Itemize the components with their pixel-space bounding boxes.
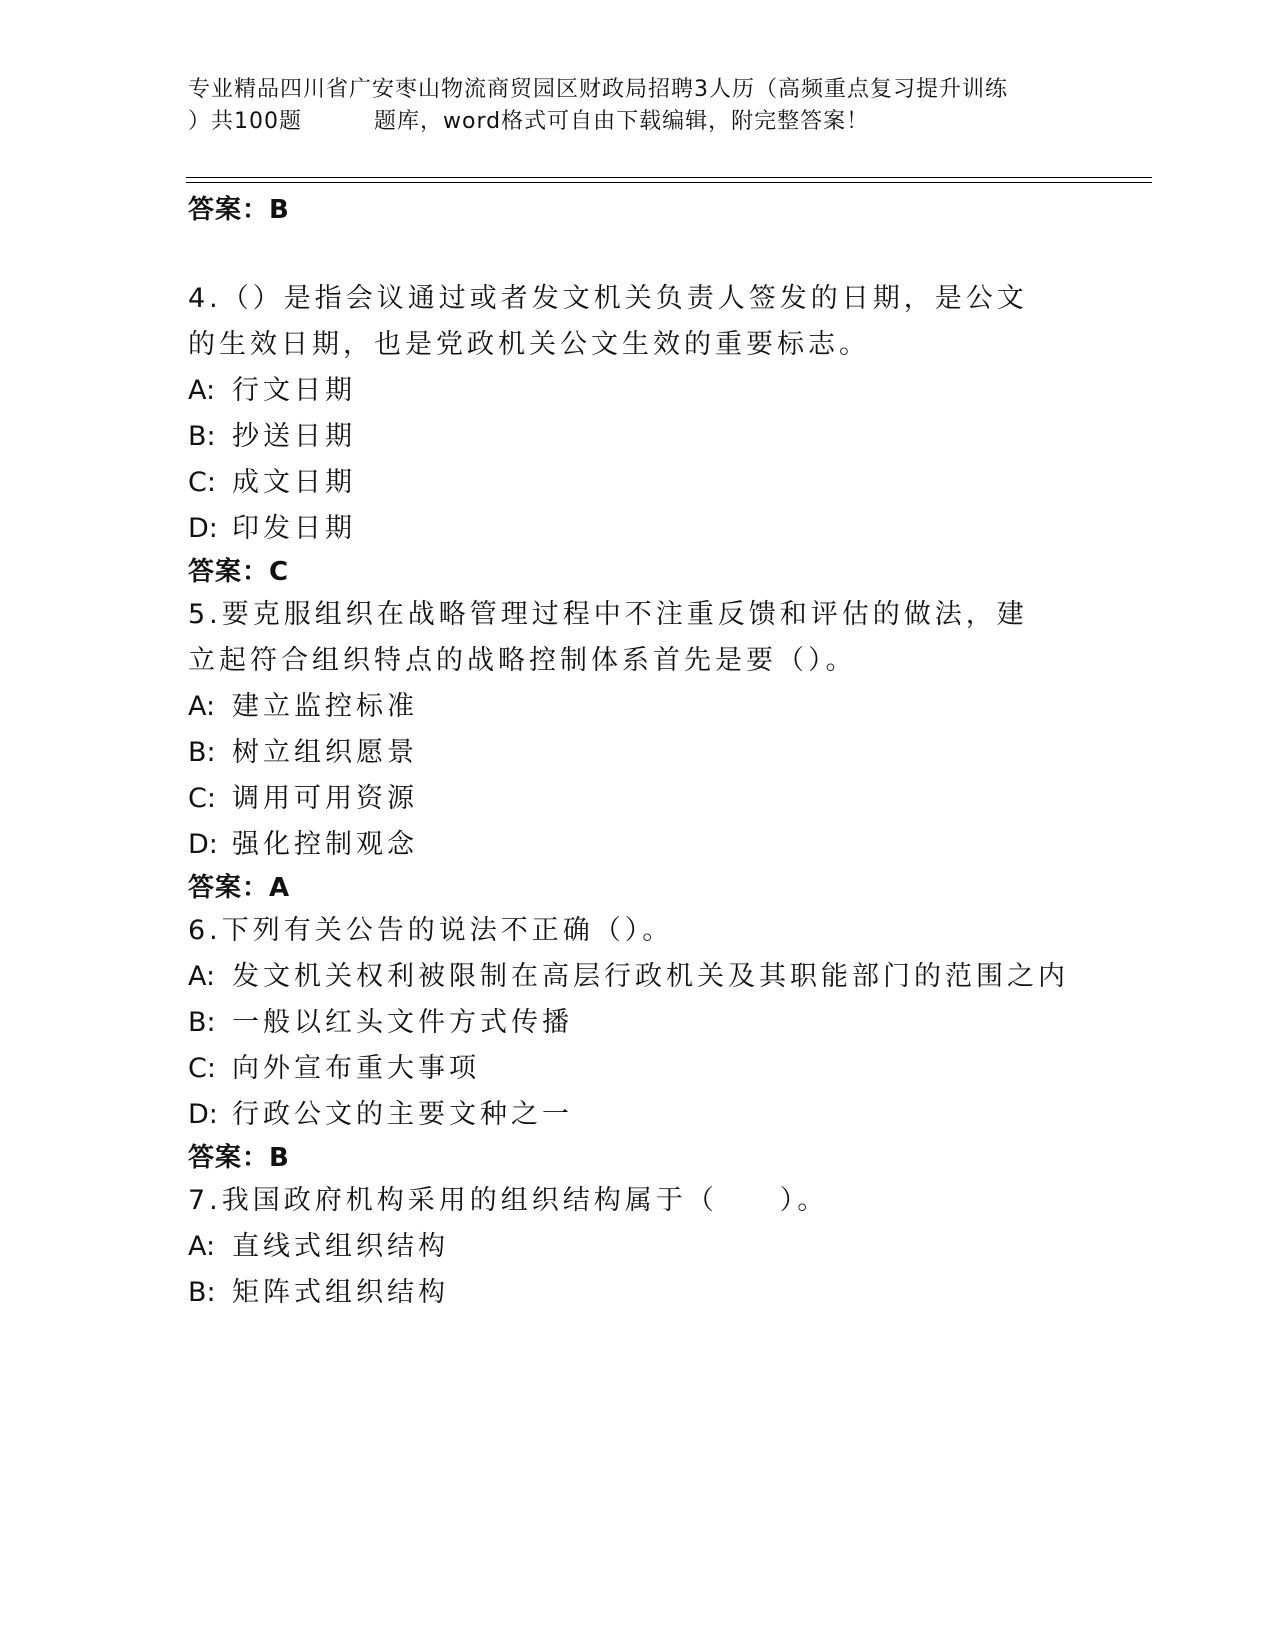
question-6 <box>188 908 1088 1178</box>
header-line-2-part-a: ）共100题 <box>188 109 302 134</box>
header-line-2 <box>188 106 1088 138</box>
option-key: C: <box>188 467 216 498</box>
option-a <box>188 368 1088 414</box>
question-text: 6.下列有关公告的说法不正确（）。 <box>188 915 674 946</box>
question-text: 7.我国政府机构采用的组织结构属于（ ）。 <box>188 1185 829 1216</box>
question-list <box>188 190 1088 1316</box>
header-line-1: 专业精品四川省广安枣山物流商贸园区财政局招聘3人历（高频重点复习提升训练 <box>188 77 1008 102</box>
option-text: 发文机关权利被限制在高层行政机关及其职能部门的范围之内 <box>232 961 1069 992</box>
option-key: D: <box>188 829 218 860</box>
option-b <box>188 414 1088 460</box>
option-c <box>188 460 1088 506</box>
option-c <box>188 1046 1088 1092</box>
header-rule-top <box>186 177 1152 178</box>
option-text: 强化控制观念 <box>232 829 418 860</box>
option-text: 调用可用资源 <box>232 783 418 814</box>
question-4 <box>188 276 1088 592</box>
option-text: 抄送日期 <box>232 421 356 452</box>
option-c <box>188 776 1088 822</box>
option-text: 一般以红头文件方式传播 <box>232 1007 573 1038</box>
answer: 答案：C <box>188 557 290 587</box>
option-text: 向外宣布重大事项 <box>232 1053 480 1084</box>
option-key: A: <box>188 375 216 406</box>
previous-answer: 答案：B <box>188 195 290 225</box>
header-line-2-part-b: 题库，word格式可自由下载编辑，附完整答案！ <box>374 109 870 134</box>
option-key: B: <box>188 737 216 768</box>
answer: 答案：A <box>188 873 291 903</box>
option-key: C: <box>188 783 216 814</box>
option-a <box>188 954 1088 1000</box>
option-text: 行政公文的主要文种之一 <box>232 1099 573 1130</box>
option-d <box>188 506 1088 552</box>
option-text: 成文日期 <box>232 467 356 498</box>
option-key: A: <box>188 961 216 992</box>
option-b <box>188 1270 1088 1316</box>
option-key: B: <box>188 1007 216 1038</box>
option-key: C: <box>188 1053 216 1084</box>
option-text: 树立组织愿景 <box>232 737 418 768</box>
option-key: A: <box>188 691 216 722</box>
option-key: D: <box>188 1099 218 1130</box>
option-b <box>188 730 1088 776</box>
document-header <box>188 74 1088 138</box>
option-key: B: <box>188 1277 216 1308</box>
question-text: 4.（）是指会议通过或者发文机关负责人签发的日期，是公文的生效日期，也是党政机关公文生效的重要标志。 <box>188 283 1028 360</box>
question-7 <box>188 1178 1088 1316</box>
option-text: 直线式组织结构 <box>232 1231 449 1262</box>
option-key: B: <box>188 421 216 452</box>
question-text: 5.要克服组织在战略管理过程中不注重反馈和评估的做法，建立起符合组织特点的战略控制体系首先是要（）。 <box>188 599 1028 676</box>
question-5 <box>188 592 1088 908</box>
option-text: 印发日期 <box>232 513 356 544</box>
option-key: D: <box>188 513 218 544</box>
option-d <box>188 822 1088 868</box>
option-text: 建立监控标准 <box>232 691 418 722</box>
answer: 答案：B <box>188 1143 290 1173</box>
option-a <box>188 1224 1088 1270</box>
option-b <box>188 1000 1088 1046</box>
option-d <box>188 1092 1088 1138</box>
option-text: 矩阵式组织结构 <box>232 1277 449 1308</box>
option-key: A: <box>188 1231 216 1262</box>
option-text: 行文日期 <box>232 375 356 406</box>
option-a <box>188 684 1088 730</box>
header-rule-bottom <box>186 182 1152 183</box>
